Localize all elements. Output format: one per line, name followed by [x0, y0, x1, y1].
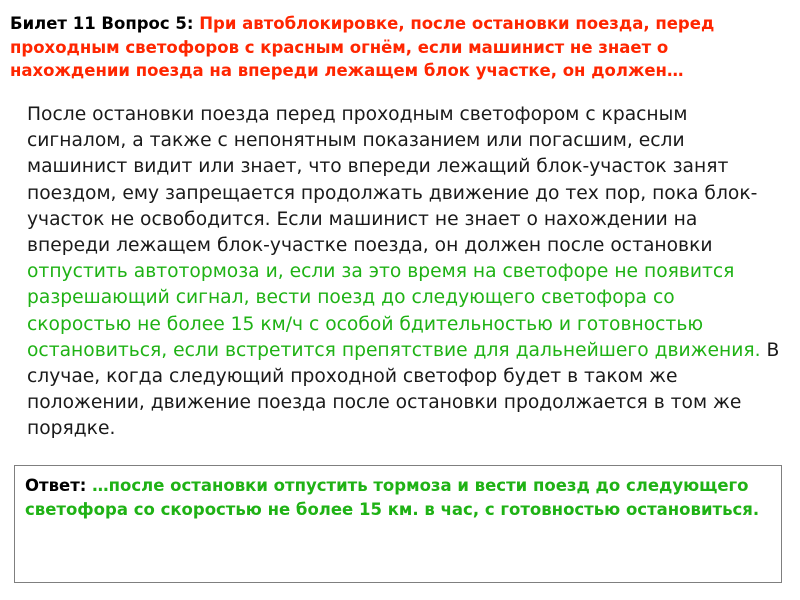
ticket-number-label: Билет 11 Вопрос 5:: [10, 14, 200, 33]
explanation-paragraph: [27, 102, 782, 443]
answer-text: [25, 474, 773, 521]
explanation-part-1: После остановки поезда перед проходным светофором с красным сигналом, а также с непонятным показанием или погасшим, если машинист видит или знает, что впереди лежащий блок-участок занят поездом, ему запрещается продолжать движение до тех пор, пока блок-участок не освободится. Если машинист не знает о нахождении на впереди лежащем блок-участке поезда, он должен после остановки: [27, 104, 758, 257]
explanation-highlight: отпустить автотормоза и, если за это время на светофоре не появится разрешающий сигнал, вести поезд до следующего светофора со скоростью не более 15 км/ч с особой бдительностью и готовностью остановиться, если встретится препятствие для дальнейшего движения.: [27, 261, 761, 361]
answer-label: Ответ:: [25, 476, 93, 495]
question-text: При автоблокировке, после остановки поезда, перед проходным светофоров с красным огнём, если машинист не знает о нахождении поезда на впереди лежащем блок участке, он должен…: [10, 14, 715, 80]
answer-box: [14, 465, 782, 583]
answer-content: …после остановки отпустить тормоза и вести поезд до следующего светофора со скоростью не более 15 км. в час, с готовностью остановиться.: [25, 476, 760, 519]
ticket-question-header: [10, 12, 785, 83]
explanation-part-2: В случае, когда следующий проходной светофор будет в таком же положении, движение поезда после остановки продолжается в том же порядке.: [27, 339, 780, 440]
